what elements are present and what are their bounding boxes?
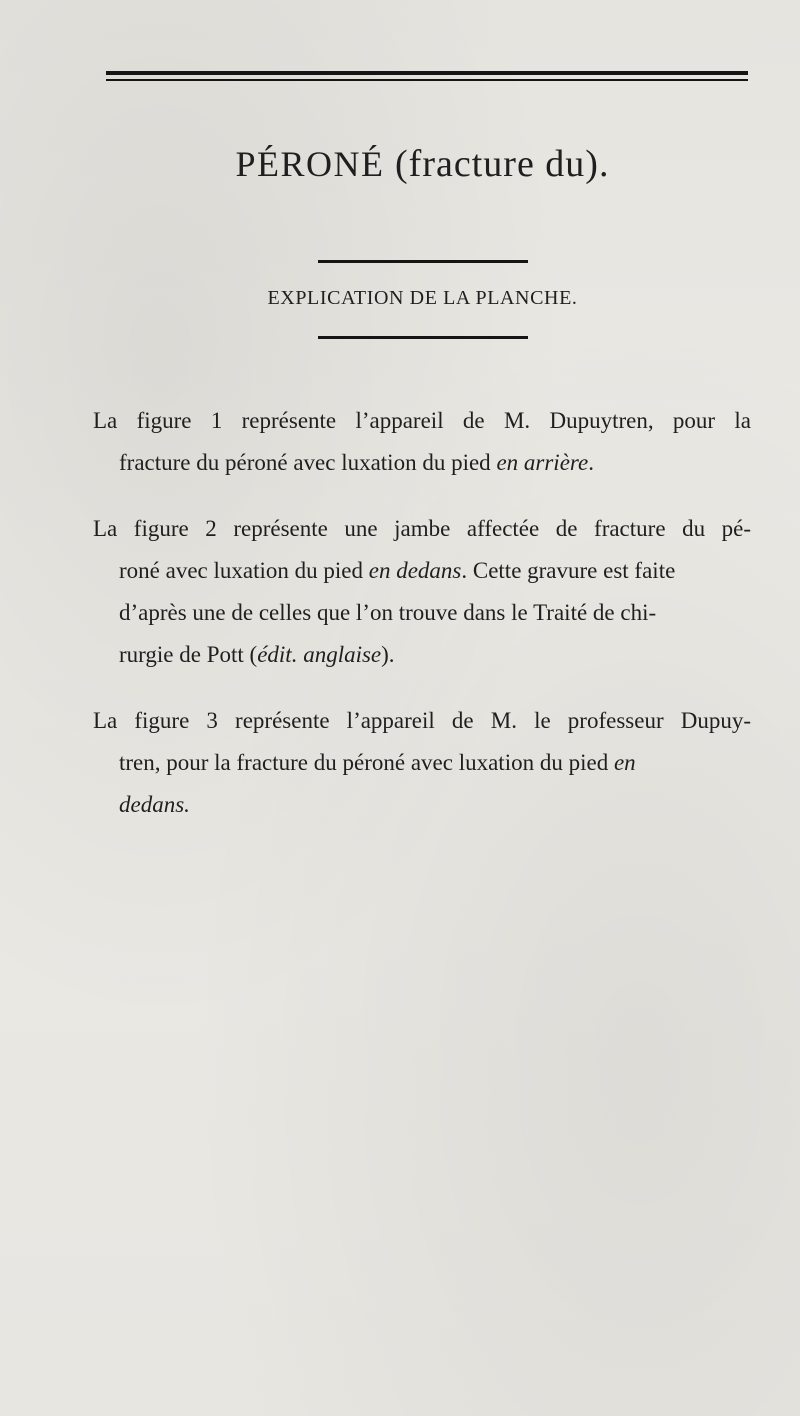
- text-run: rurgie de Pott (: [119, 642, 258, 667]
- paragraph-line: La figure 2 représente une jambe affectée de fracture du pé-: [93, 516, 751, 541]
- paragraph-line: La figure 3 représente l’appareil de M. le professeur Dupuy-: [93, 708, 751, 733]
- paragraph-line: [93, 634, 751, 676]
- section-subtitle: EXPLICATION DE LA PLANCHE.: [267, 287, 578, 309]
- italic-run: édit. anglaise: [257, 642, 382, 667]
- italic-run: en dedans: [368, 558, 462, 583]
- paragraph-line: [93, 784, 751, 826]
- text-run: . Cette gravure est faite: [461, 558, 676, 583]
- subtitle-rule-top: [318, 260, 528, 263]
- title-parenthetical: (fracture du).: [395, 143, 610, 185]
- paragraph-line: [93, 550, 751, 592]
- top-rule-thin: [106, 79, 748, 81]
- title-main-word: PÉRONÉ: [235, 144, 385, 184]
- paragraph-line: [93, 442, 751, 484]
- text-run: ).: [381, 642, 395, 667]
- text-run: roné avec luxation du pied: [119, 558, 369, 583]
- text-run: tren, pour la fracture du péroné avec luxation du pied: [119, 750, 614, 775]
- paragraph-line: d’après une de celles que l’on trouve dans le Traité de chi-: [119, 600, 657, 625]
- subtitle-rule-bottom: [318, 336, 528, 339]
- paragraph-line: La figure 1 représente l’appareil de M. Dupuytren, pour la: [93, 408, 751, 433]
- paragraph-line: [93, 742, 751, 784]
- italic-run: en arrière: [496, 450, 589, 475]
- paragraph-figure-3: [93, 700, 751, 826]
- paragraph-figure-2: [93, 508, 751, 676]
- text-run: .: [588, 450, 594, 475]
- page-title: [0, 142, 800, 186]
- text-run: fracture du péroné avec luxation du pied: [119, 450, 497, 475]
- italic-run: dedans.: [119, 792, 190, 817]
- italic-run: en: [613, 750, 636, 775]
- paragraph-figure-1: [93, 400, 751, 484]
- top-rule-thick: [106, 71, 748, 75]
